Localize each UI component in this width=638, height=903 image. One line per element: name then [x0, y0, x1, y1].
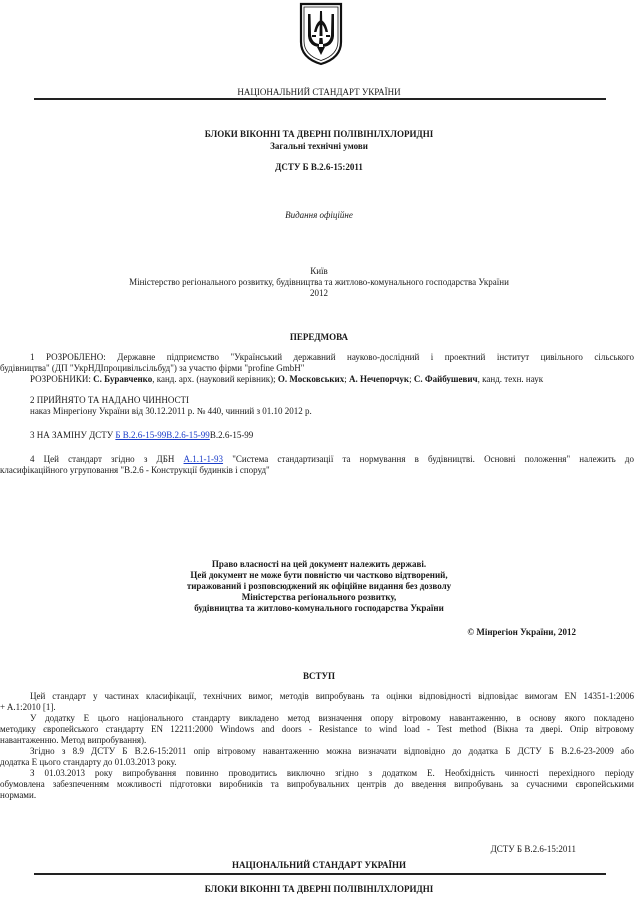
- trident-coat-of-arms-icon: [298, 2, 344, 66]
- developer-name: С. Буравченко: [93, 374, 153, 384]
- foreword-item-4-line-2: класифікаційного угруповання "В.2.6 - Конструкції будинків і споруд": [0, 465, 270, 475]
- intro-text: З 01.03.2013 року випробування повинно проводитись виключно згідно з додатком Е. Необхідність чинності перехідного періоду: [30, 768, 634, 778]
- foreword-item-3-prefix: 3 НА ЗАМІНУ ДСТУ: [30, 430, 116, 440]
- foreword-item-2-line-1: 2 ПРИЙНЯТО ТА НАДАНО ЧИННОСТІ: [30, 395, 190, 405]
- ownership-line: Міністерства регіонального розвитку,: [241, 592, 397, 602]
- intro-p4-line-1: [0, 768, 634, 779]
- developer-title: , канд. арх. (науковий керівник);: [152, 374, 278, 384]
- foreword-item-4: [0, 454, 634, 465]
- dbn-standard-link[interactable]: А.1.1-1-93: [183, 454, 224, 464]
- ownership-line: Право власності на цей документ належить державі.: [211, 559, 427, 569]
- intro-heading: ВСТУП: [302, 671, 336, 681]
- developer-name: О. Московських: [277, 374, 345, 384]
- developers-label: РОЗРОБНИКИ:: [30, 374, 91, 384]
- foreword-item-3-suffix: В.2.6-15-99: [209, 430, 254, 440]
- intro-p3-line-2: додатка Е цього стандарту до 01.03.2013 року.: [0, 757, 177, 767]
- ownership-line: Цей документ не може бути повністю чи частково відтворений,: [190, 570, 448, 580]
- replaced-standard-link[interactable]: Б В.2.6-15-99В.2.6-15-99: [115, 430, 210, 440]
- publisher-ministry: Міністерство регіонального розвитку, будівництва та житлово-комунального господарства України: [129, 277, 509, 287]
- document-code: ДСТУ Б В.2.6-15:2011: [275, 162, 363, 172]
- foreword-item-1-line-1: 1 РОЗРОБЛЕНО: Державне підприємство "Український державний науково-дослідний і проектний інститут цивільного сільського: [30, 352, 634, 362]
- document-title: БЛОКИ ВІКОННІ ТА ДВЕРНІ ПОЛІВІНІЛХЛОРИДНІ: [204, 129, 434, 139]
- intro-p4-line-3: нормами.: [0, 790, 37, 800]
- intro-p2-line-1: [0, 713, 634, 724]
- footer-rule: [34, 873, 606, 875]
- foreword-item-3: [30, 430, 253, 441]
- publisher-year: 2012: [310, 288, 328, 298]
- publisher-city: Київ: [310, 266, 328, 276]
- foreword-heading: ПЕРЕДМОВА: [289, 332, 349, 342]
- intro-text: Цей стандарт у частинах класифікації, технічних вимог, методів випробувань та оцінки відповідності відповідає вимогам EN 14351-1:2006: [30, 691, 634, 701]
- national-standard-header: НАЦІОНАЛЬНИЙ СТАНДАРТ УКРАЇНИ: [237, 87, 401, 97]
- intro-p2-line-2: методику європейського стандарту EN 12211:2000 Windows and doors - Resistance to wind load - Test method (Вікна та двері. Опір вітровому: [0, 724, 634, 734]
- footer-title: БЛОКИ ВІКОННІ ТА ДВЕРНІ ПОЛІВІНІЛХЛОРИДНІ: [204, 884, 434, 894]
- document-subtitle: Загальні технічні умови: [270, 141, 368, 151]
- developer-separator: ;: [344, 374, 349, 384]
- foreword-item-4-rest: "Система стандартизації та нормування в будівництві. Основні положення" належить до: [223, 454, 634, 464]
- foreword-item-4-prefix: 4 Цей стандарт згідно з ДБН: [30, 454, 184, 464]
- intro-p1-line-1: [0, 691, 634, 702]
- foreword-developers: [30, 374, 543, 385]
- developer-separator: ;: [409, 374, 414, 384]
- intro-p4-line-2: обумовлена забезпеченням можливості підготовки виробників та випробувальних центрів до введення випробувань за сучасними європейськими: [0, 779, 634, 789]
- header-rule: [34, 98, 606, 100]
- official-edition-label: Видання офіційне: [285, 210, 353, 220]
- intro-text: Згідно з 8.9 ДСТУ Б В.2.6-15:2011 опір вітровому навантаженню можна визначати відповідно до додатка Б ДСТУ Б В.2.6-23-2009 або: [30, 746, 634, 756]
- footer-national-standard: НАЦІОНАЛЬНИЙ СТАНДАРТ УКРАЇНИ: [232, 860, 406, 870]
- foreword-item-1: [0, 352, 634, 363]
- intro-p1-line-2: + A.1:2010 [1].: [0, 702, 56, 712]
- foreword-item-2-line-2: наказ Мінрегіону України від 30.12.2011 р. № 440, чинний з 01.10 2012 р.: [30, 406, 312, 416]
- intro-p3-line-1: [0, 746, 634, 757]
- developer-name: А. Нечепорчук: [349, 374, 410, 384]
- foreword-item-1-line-2: будівництва" (ДП "УкрНДІпроцивільсільбуд") за участю фірми "profine GmbH": [0, 363, 305, 373]
- intro-text: У додатку Е цього національного стандарту викладено метод визначення опору вітровому навантаженню, в основу якого покладено: [30, 713, 634, 723]
- intro-p2-line-3: навантаженню. Метод випробування).: [0, 735, 147, 745]
- footer-document-code: ДСТУ Б В.2.6-15:2011: [490, 844, 576, 854]
- ownership-line: будівництва та житлово-комунального господарства України: [194, 603, 444, 613]
- developer-title: , канд. техн. наук: [477, 374, 544, 384]
- developer-name: С. Файбушевич: [413, 374, 478, 384]
- copyright-notice: © Мінрегіон України, 2012: [467, 627, 576, 637]
- ownership-line: тиражований і розповсюджений як офіційне видання без дозволу: [186, 581, 452, 591]
